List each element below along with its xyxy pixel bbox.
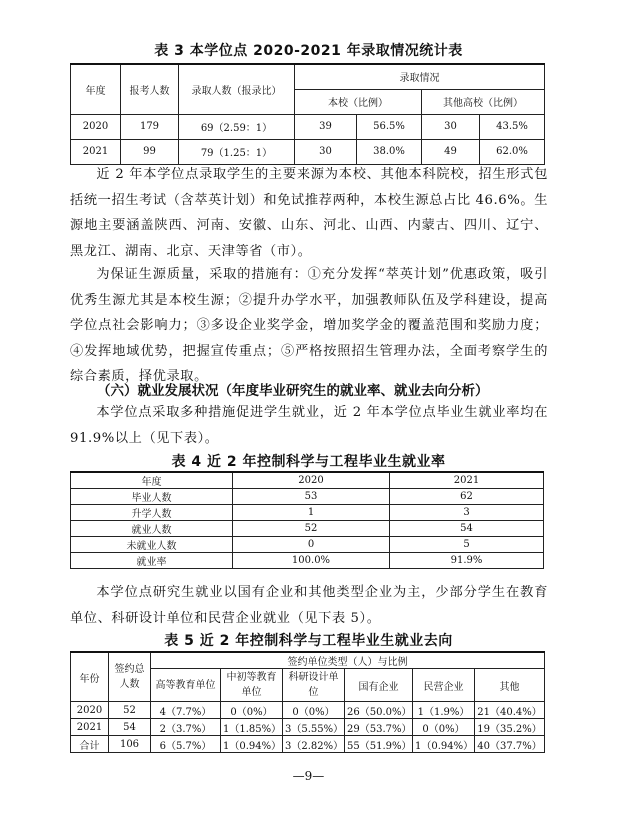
table4-caption: 表 4 近 2 年控制科学与工程毕业生就业率 <box>171 454 446 470</box>
table-row <box>71 537 544 553</box>
table5-caption: 表 5 近 2 年控制科学与工程毕业生就业去向 <box>164 633 453 649</box>
t3-header-admitted: 录取人数（报录比） <box>179 64 295 114</box>
t4-cell: 53 <box>233 489 390 505</box>
t5-header-group: 签约单位类型（人）与比例 <box>151 652 545 669</box>
t4-header: 2021 <box>390 472 544 489</box>
t5-header-col: 中初等教育单位 <box>221 669 283 702</box>
t5-cell: 40（37.7%） <box>475 736 545 753</box>
t3-cell: 179 <box>121 114 179 139</box>
t4-cell: 0 <box>233 537 390 553</box>
t4-cell: 就业率 <box>71 553 233 569</box>
t5-cell: 4（7.7%） <box>151 702 221 719</box>
t5-cell: 0（0%） <box>283 702 345 719</box>
t3-cell: 30 <box>422 114 480 139</box>
table-row <box>71 553 544 569</box>
t5-cell: 1（0.94%） <box>413 736 475 753</box>
t3-cell: 49 <box>422 139 480 164</box>
t4-cell: 升学人数 <box>71 505 233 521</box>
t5-header-total: 签约总人数 <box>109 652 151 702</box>
t5-cell: 52 <box>109 702 151 719</box>
paragraph-employment: 本学位点采取多种措施促进学生就业，近 2 年本学位点毕业生就业率均在 91.9%以上（见下表）。 <box>70 405 548 446</box>
table4 <box>70 471 544 569</box>
table-row <box>71 521 544 537</box>
t5-header-year: 年份 <box>71 652 109 702</box>
t3-cell: 43.5% <box>480 114 545 139</box>
t3-cell: 39 <box>295 114 357 139</box>
t3-header-applicants: 报考人数 <box>121 64 179 114</box>
table3 <box>70 63 545 165</box>
section-heading-employment: （六）就业发展状况（年度毕业研究生的就业率、就业去向分析） <box>97 383 489 399</box>
t4-cell: 毕业人数 <box>71 489 233 505</box>
t4-cell: 5 <box>390 537 544 553</box>
t4-cell: 1 <box>233 505 390 521</box>
t3-header-own: 本校（比例） <box>295 89 422 114</box>
t3-cell: 30 <box>295 139 357 164</box>
table-row <box>71 489 544 505</box>
t5-cell: 1（1.85%） <box>221 719 283 736</box>
t5-cell: 29（53.7%） <box>345 719 413 736</box>
table-header-row <box>71 472 544 489</box>
t3-header-other: 其他高校（比例） <box>422 89 545 114</box>
t3-cell: 99 <box>121 139 179 164</box>
t5-cell: 55（51.9%） <box>345 736 413 753</box>
t3-cell: 56.5% <box>357 114 422 139</box>
t4-cell: 3 <box>390 505 544 521</box>
t4-cell: 91.9% <box>390 553 544 569</box>
paragraph-sources: 近 2 年本学位点录取学生的主要来源为本校、其他本科院校，招生形式包括统一招生考试（含萃英计划）和免试推荐两种，本校生源总占比 46.6%。生源地主要涵盖陕西、河南、安徽、山东、河北、山西、内蒙古、四川、辽宁、黑龙江、湖南、北京、天津等省（市）。 <box>70 167 548 259</box>
t5-header-col: 国有企业 <box>345 669 413 702</box>
t5-cell: 19（35.2%） <box>475 719 545 736</box>
t4-cell: 100.0% <box>233 553 390 569</box>
table-row <box>71 114 545 139</box>
t5-header-col: 其他 <box>475 669 545 702</box>
t5-cell: 合计 <box>71 736 109 753</box>
t5-header-col: 民营企业 <box>413 669 475 702</box>
t3-cell: 69（2.59：1） <box>179 114 295 139</box>
t5-cell: 1（1.9%） <box>413 702 475 719</box>
t4-cell: 就业人数 <box>71 521 233 537</box>
t4-header: 年度 <box>71 472 233 489</box>
t5-header-col: 高等教育单位 <box>151 669 221 702</box>
t5-cell: 1（0.94%） <box>221 736 283 753</box>
t5-cell: 3（2.82%） <box>283 736 345 753</box>
table5 <box>70 651 545 753</box>
table3-caption: 表 3 本学位点 2020-2021 年录取情况统计表 <box>154 43 463 59</box>
t4-cell: 52 <box>233 521 390 537</box>
table-row <box>71 719 545 736</box>
t4-header: 2020 <box>233 472 390 489</box>
t5-cell: 54 <box>109 719 151 736</box>
t4-cell: 62 <box>390 489 544 505</box>
t5-cell: 21（40.4%） <box>475 702 545 719</box>
t3-cell: 62.0% <box>480 139 545 164</box>
table-row <box>71 736 545 753</box>
t4-cell: 未就业人数 <box>71 537 233 553</box>
t3-cell: 38.0% <box>357 139 422 164</box>
t5-cell: 26（50.0%） <box>345 702 413 719</box>
t5-cell: 2021 <box>71 719 109 736</box>
t3-cell: 2021 <box>71 139 121 164</box>
t3-cell: 2020 <box>71 114 121 139</box>
t3-cell: 79（1.25：1） <box>179 139 295 164</box>
t5-header-col: 科研设计单位 <box>283 669 345 702</box>
paragraph-measures: 为保证生源质量，采取的措施有：①充分发挥“萃英计划”优惠政策，吸引优秀生源尤其是本校生源；②提升办学水平，加强教师队伍及学科建设，提高学位点社会影响力；③多设企业奖学金，增加奖学金的覆盖范围和奖励力度；④发挥地域优势，把握宣传重点；⑤严格按照招生管理办法，全面考察学生的综合素质，择优录取。 <box>70 267 548 384</box>
page-number: —9— <box>292 769 325 783</box>
t5-cell: 106 <box>109 736 151 753</box>
table-row <box>71 139 545 164</box>
table-row <box>71 505 544 521</box>
paragraph-destinations: 本学位点研究生就业以国有企业和其他类型企业为主，少部分学生在教育单位、科研设计单位和民营企业就业（见下表 5）。 <box>70 585 548 626</box>
t5-cell: 2020 <box>71 702 109 719</box>
t5-cell: 0（0%） <box>221 702 283 719</box>
t5-cell: 2（3.7%） <box>151 719 221 736</box>
t5-cell: 3（5.55%） <box>283 719 345 736</box>
t5-cell: 0（0%） <box>413 719 475 736</box>
table-row <box>71 702 545 719</box>
t3-header-year: 年度 <box>71 64 121 114</box>
t3-header-admission: 录取情况 <box>295 64 545 89</box>
t4-cell: 54 <box>390 521 544 537</box>
t5-cell: 6（5.7%） <box>151 736 221 753</box>
